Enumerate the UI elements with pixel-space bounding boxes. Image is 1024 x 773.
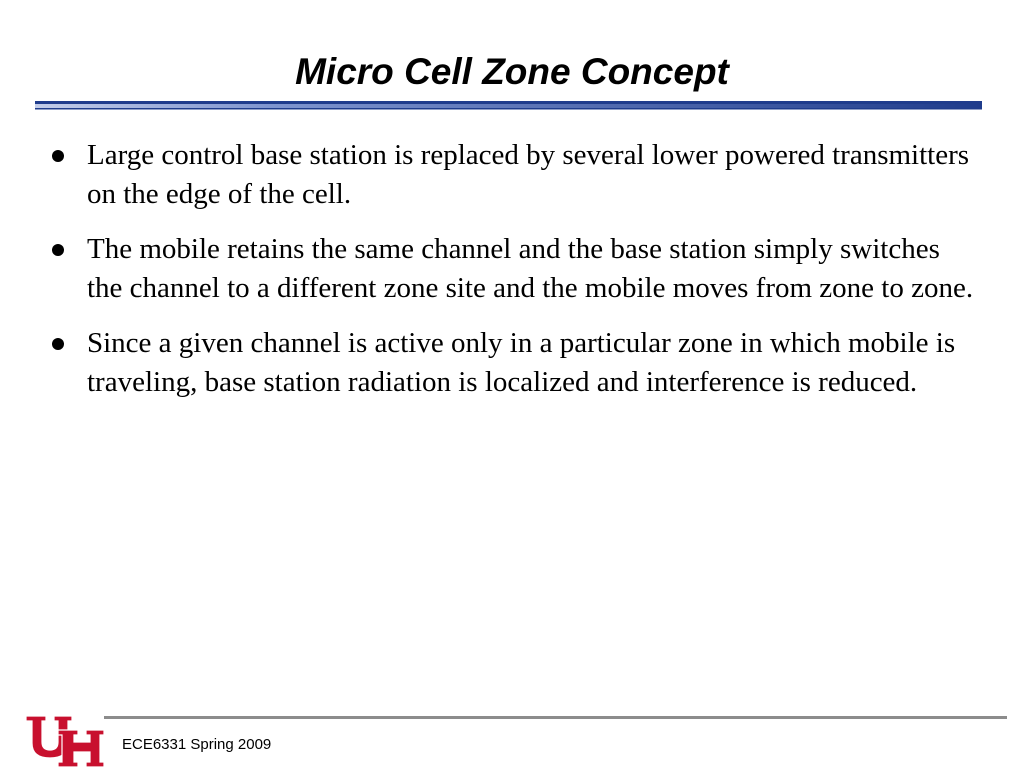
- bullet-item: [48, 136, 978, 213]
- bullet-list: [48, 136, 978, 418]
- bullet-item: [48, 324, 978, 401]
- bullet-dot-icon: [52, 244, 64, 256]
- bullet-item: [48, 230, 978, 307]
- bullet-text: The mobile retains the same channel and the base station simply switches the channel to a different zone site and the mobile moves from zone to zone.: [87, 233, 974, 304]
- footer-course-label: ECE6331 Spring 2009: [122, 736, 272, 753]
- bullet-text: Since a given channel is active only in a particular zone in which mobile is traveling, base station radiation is localized and interference is reduced.: [87, 327, 956, 398]
- bullet-dot-icon: [52, 338, 64, 350]
- title-divider: [35, 101, 982, 110]
- university-logo-icon: [24, 712, 104, 768]
- bullet-text: Large control base station is replaced by several lower powered transmitters on the edge of the cell.: [87, 139, 970, 210]
- footer-divider: [104, 716, 1007, 719]
- slide-title: Micro Cell Zone Concept: [295, 51, 729, 92]
- bullet-dot-icon: [52, 150, 64, 162]
